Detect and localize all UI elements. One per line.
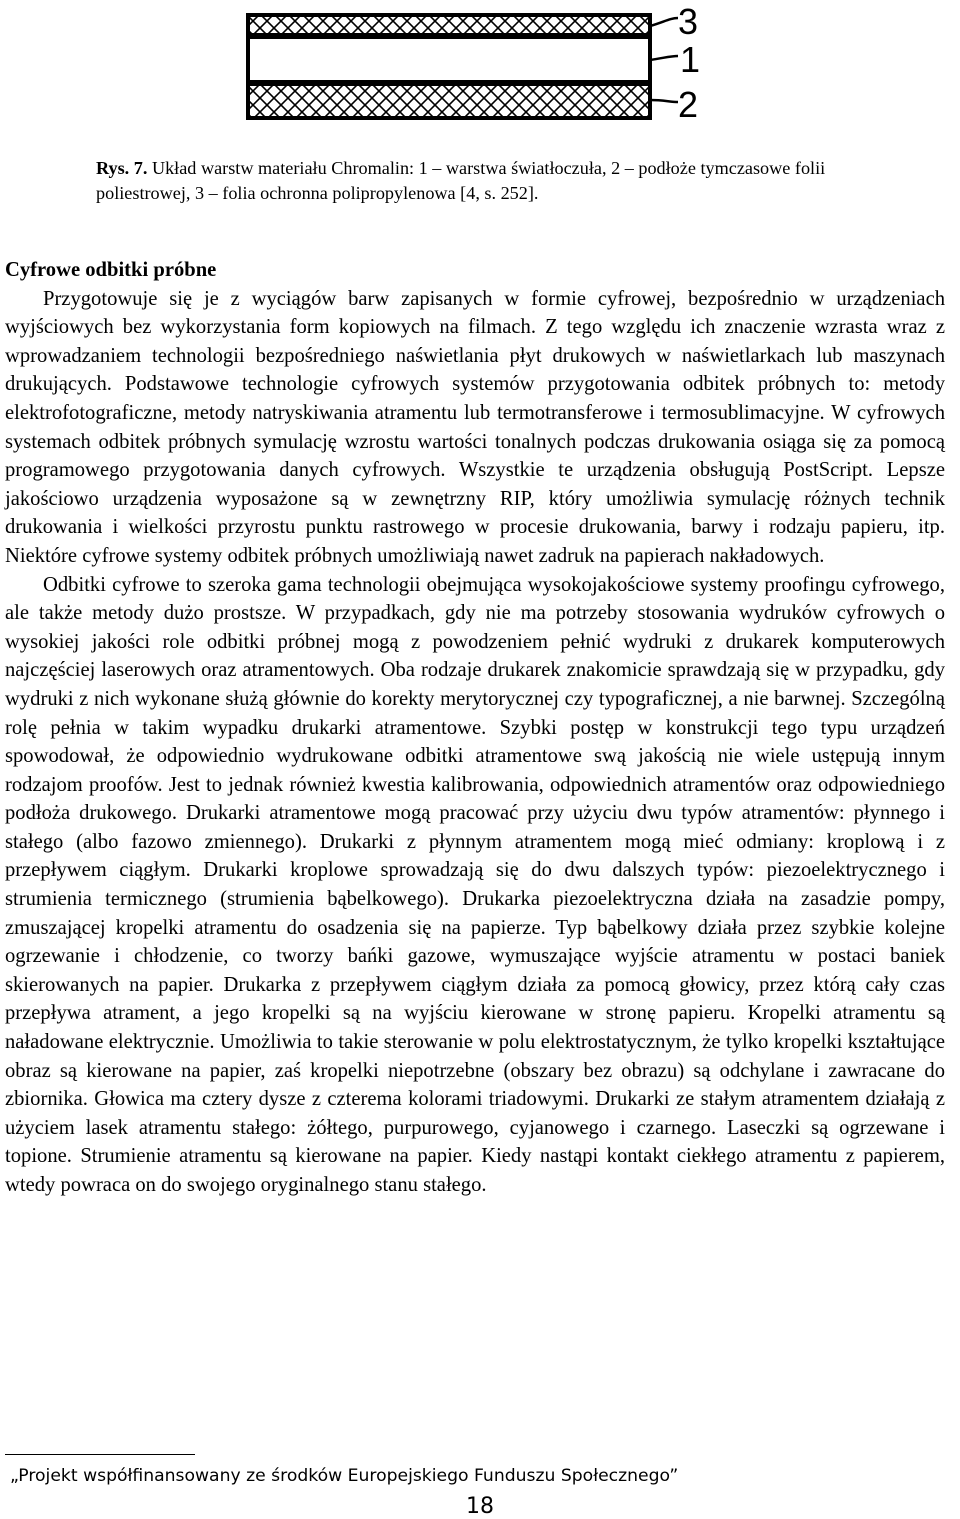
footer-divider — [5, 1454, 195, 1455]
page-number: 18 — [466, 1494, 494, 1519]
figure-label-3: 3 — [678, 1, 699, 42]
section-heading: Cyfrowe odbitki próbne — [5, 259, 217, 281]
leader-line-3 — [650, 18, 678, 26]
figure-label-2: 2 — [678, 84, 699, 124]
main-content — [5, 256, 945, 1200]
photosensitive-layer — [248, 37, 650, 82]
figure-caption — [96, 156, 916, 206]
footer-note: „Projekt współfinansowany ze środków Europejskiego Funduszu Społecznego” — [10, 1466, 679, 1486]
caption-text: Układ warstw materiału Chromalin: 1 – warstwa światłoczuła, 2 – podłoże tymczasowe folii poliestrowej, 3 – folia ochronna polipropylenowa [4, s. 252]. — [96, 158, 826, 203]
figure-label-1: 1 — [680, 39, 701, 80]
polyester-support-layer — [248, 84, 650, 118]
layer-structure-figure — [246, 0, 716, 124]
paragraph-2: Odbitki cyfrowe to szeroka gama technologii obejmująca wysokojakościowe systemy proofingu cyfrowego, ale także metody dużo prostsze. W przypadkach, gdy nie ma potrzeby stosowania wydruków cyfrowych o wysokiej jakości role odbitki próbnej mogą z powodzeniem pełnić wydruki z drukarek komputerowych najczęściej laserowych oraz atramentowych. Oba rodzaje drukarek znakomicie sprawdzają się w przypadku, gdy wydruki z nich wykonane służą głównie do korekty merytorycznej czy typograficznej, a nie barwnej. Szczególną rolę pełnia w takim wypadku drukarki atramentowe. Szybki postęp w konstrukcji tego typu urządzeń spowodował, że odpowiednio wydrukowane odbitki atramentowe swą jakością nie wiele ustępują innym rodzajom proofów. Jest to jednak również kwestia kalibrowania, odpowiednich atramentów oraz odpowiedniego podłoża drukowego. Drukarki atramentowe mogą pracować przy użyciu dwu typów atramentów: płynnego i stałego (albo fazowo zmiennego). Drukarki z płynnym atramentem mogą mieć odmiany: kroplową i z przepływem ciągłym. Drukarki kroplowe sprowadzają się do dwu dalszych typów: piezoelektrycznego i strumienia termicznego (strumienia bąbelkowego). Drukarka piezoelektryczna działa na zasadzie pompy, zmuszającej kropelki atramentu do osadzenia się na papierze. Typ bąbelkowy działa przez szybkie kolejne ogrzewanie i chłodzenie, co tworzy bańki gazowe, wymuszające wyjście atramentu w postaci baniek skierowanych na papier. Drukarka z przepływem ciągłym działa za pomocą głowicy, przez którą cały czas przepływa atrament, a jego kropelki są na wyjściu kierowane w stronę papieru. Kropelki atramentu są naładowane elektrycznie. Umożliwia to takie sterowanie w polu elektrostatycznym, że tylko kropelki kształtujące obraz są kierowane na papier, zaś kropelki niepotrzebne (obszary bez obrazu) są odchylane i zawracane do zbiornika. Głowica ma cztery dysze z czterema kolorami triadowymi. Drukarki ze stałym atramentem działają z użyciem lasek atramentu stałego: żółtego, purpurowego, cyjanowego i czarnego. Laseczki są ogrzewane i topione. Strumienie atramentu są kierowane na papier. Kiedy nastąpi kontakt ciekłego atramentu z papierem, wtedy powraca on do swojego oryginalnego stanu stałego. — [5, 573, 945, 1196]
caption-label: Rys. 7. — [96, 158, 148, 178]
leader-line-2 — [650, 100, 678, 102]
paragraph-1: Przygotowuje się je z wyciągów barw zapisanych w formie cyfrowej, bezpośrednio w urządzeniach wyjściowych bez wykorzystania form kopiowych na filmach. Z tego względu ich znaczenie wzrasta wraz z wprowadzaniem technologii bezpośredniego naświetlania płyt drukowych w naświetlarkach lub maszynach drukujących. Podstawowe technologie cyfrowych systemów przygotowania odbitek próbnych to: metody elektrofotograficzne, metody natryskiwania atramentu lub termotransferowe i termosublimacyjne. W cyfrowych systemach odbitek próbnych symulację wzrostu wartości tonalnych podczas drukowania osiąga się za pomocą programowego przygotowania danych cyfrowych. Wszystkie te urządzenia obsługują PostScript. Lepsze jakościowo urządzenia wyposażone są w zewnętrzny RIP, który umożliwia symulację różnych technik drukowania i wielkości przyrostu punktu rastrowego w procesie drukowania, barwy i rodzaju papieru, itp. Niektóre cyfrowe systemy odbitek próbnych umożliwiają nawet zadruk na papierach nakładowych. — [5, 287, 945, 567]
protective-foil-layer — [248, 15, 650, 35]
leader-line-1 — [650, 56, 678, 60]
